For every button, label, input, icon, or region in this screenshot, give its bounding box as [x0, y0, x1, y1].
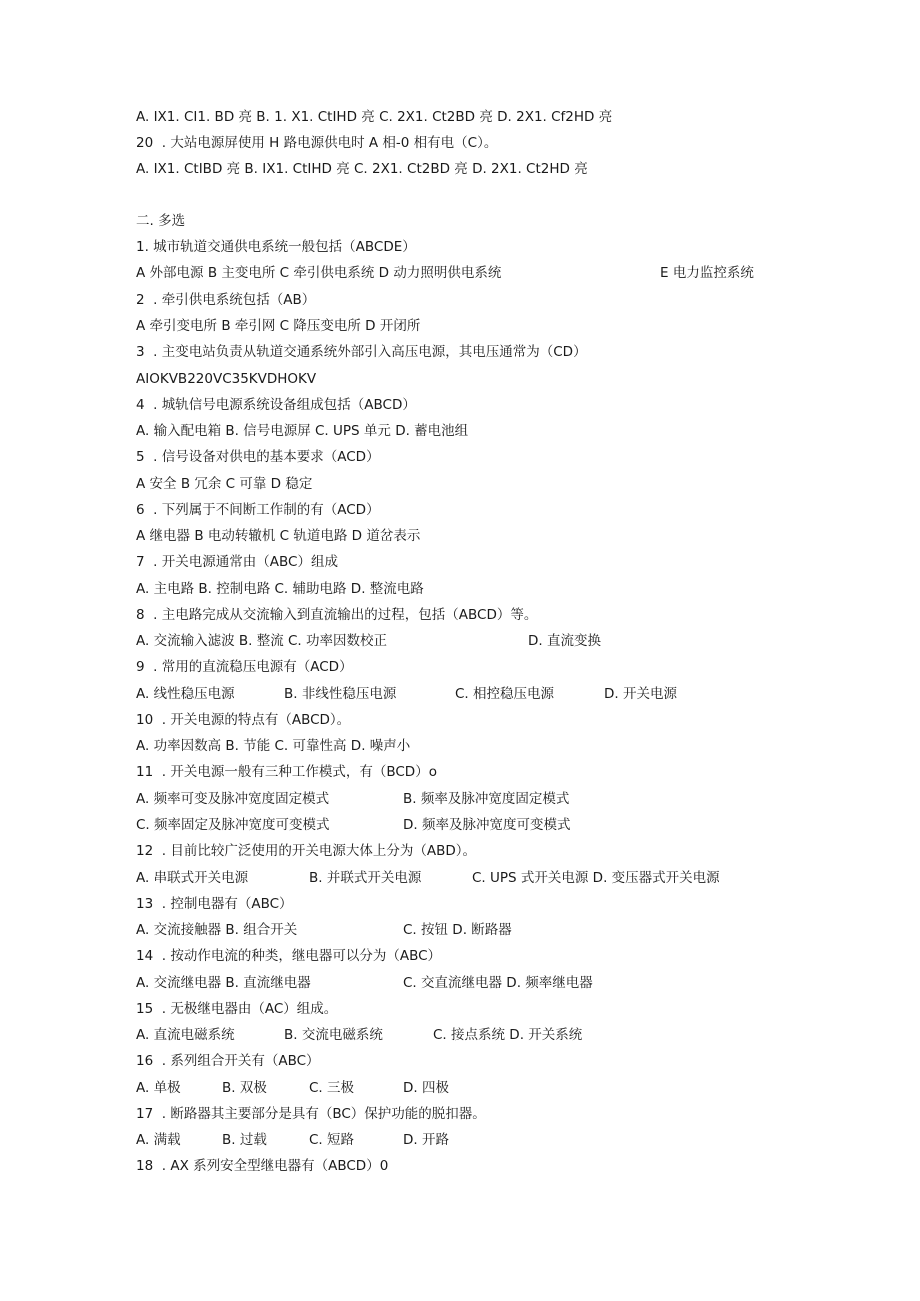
option-cd: C. 按钮 D. 断路器 [403, 922, 512, 938]
question-4: 4 . 城轨信号电源系统设备组成包括（ABCD） [136, 397, 416, 413]
options-line: A 外部电源 B 主变电所 C 牵引供电系统 D 动力照明供电系统 [136, 265, 502, 281]
option-cd: C. 交直流继电器 D. 频率继电器 [403, 975, 593, 991]
question-3: 3 . 主变电站负责从轨道交通系统外部引入高压电源，其电压通常为（CD） [136, 344, 587, 360]
question-6: 6 . 下列属于不间断工作制的有（ACD） [136, 502, 380, 518]
question-17: 17 . 断路器其主要部分是具有（BC）保护功能的脱扣器。 [136, 1106, 486, 1122]
question-8: 8 . 主电路完成从交流输入到直流输出的过程，包括（ABCD）等。 [136, 607, 538, 623]
question-18: 18 . AX 系列安全型继电器有（ABCD）0 [136, 1158, 389, 1174]
question-20: 20 . 大站电源屏使用 H 路电源供电时 A 相-0 相有电（C）。 [136, 135, 498, 151]
question-15: 15 . 无极继电器由（AC）组成。 [136, 1001, 338, 1017]
option-ab: A. 交流接触器 B. 组合开关 [136, 922, 298, 938]
question-13: 13 . 控制电器有（ABC） [136, 896, 293, 912]
options-line: A 安全 B 冗余 C 可靠 D 稳定 [136, 476, 313, 492]
options-line: A. 主电路 B. 控制电路 C. 辅助电路 D. 整流电路 [136, 581, 424, 597]
option-c: C. 短路 [309, 1132, 355, 1148]
option-c: C. 三极 [309, 1080, 355, 1096]
question-12: 12 . 目前比较广泛使用的开关电源大体上分为（ABD）。 [136, 843, 476, 859]
option-a: A. 满载 [136, 1132, 181, 1148]
option-e: E 电力监控系统 [660, 265, 754, 281]
question-1: 1. 城市轨道交通供电系统一般包括（ABCDE） [136, 239, 416, 255]
options-line: A. 功率因数高 B. 节能 C. 可靠性高 D. 噪声小 [136, 738, 411, 754]
option-ab: A. 交流继电器 B. 直流继电器 [136, 975, 311, 991]
options-line: A 继电器 B 电动转辙机 C 轨道电路 D 道岔表示 [136, 528, 421, 544]
options-line: A. IX1. CI1. BD 亮 B. 1. X1. CtIHD 亮 C. 2X1. Ct2BD 亮 D. 2X1. Cf2HD 亮 [136, 109, 613, 125]
option-d: D. 开路 [403, 1132, 449, 1148]
option-c: C. 频率固定及脉冲宽度可变模式 [136, 817, 330, 833]
options-line: AIOKVB220VC35KVDHOKV [136, 371, 317, 387]
option-b: B. 并联式开关电源 [309, 870, 422, 886]
question-2: 2 . 牵引供电系统包括（AB） [136, 292, 316, 308]
option-cd: C. UPS 式开关电源 D. 变压器式开关电源 [472, 870, 720, 886]
option-a: A. 频率可变及脉冲宽度固定模式 [136, 791, 330, 807]
option-a: A. 串联式开关电源 [136, 870, 249, 886]
option-d: D. 直流变换 [528, 633, 601, 649]
options-line: A. 输入配电箱 B. 信号电源屏 C. UPS 单元 D. 蓄电池组 [136, 423, 469, 439]
option-d: D. 频率及脉冲宽度可变模式 [403, 817, 571, 833]
options-line: A. 交流输入滤波 B. 整流 C. 功率因数校正 [136, 633, 388, 649]
question-11: 11 . 开关电源一般有三种工作模式，有（BCD）o [136, 764, 437, 780]
question-5: 5 . 信号设备对供电的基本要求（ACD） [136, 449, 380, 465]
option-a: A. 单极 [136, 1080, 181, 1096]
option-d: D. 开关电源 [604, 686, 677, 702]
question-14: 14 . 按动作电流的种类，继电器可以分为（ABC） [136, 948, 442, 964]
option-cd: C. 接点系统 D. 开关系统 [433, 1027, 583, 1043]
option-b: B. 双极 [222, 1080, 267, 1096]
question-10: 10 . 开关电源的特点有（ABCD）。 [136, 712, 351, 728]
question-7: 7 . 开关电源通常由（ABC）组成 [136, 554, 338, 570]
option-b: B. 过载 [222, 1132, 267, 1148]
option-c: C. 相控稳压电源 [455, 686, 555, 702]
option-a: A. 直流电磁系统 [136, 1027, 235, 1043]
question-9: 9 . 常用的直流稳压电源有（ACD） [136, 659, 353, 675]
section-title: 二. 多选 [136, 213, 186, 229]
option-b: B. 交流电磁系统 [284, 1027, 383, 1043]
options-line: A 牵引变电所 B 牵引网 C 降压变电所 D 开闭所 [136, 318, 421, 334]
options-line: A. IX1. CtIBD 亮 B. IX1. CtIHD 亮 C. 2X1. Ct2BD 亮 D. 2X1. Ct2HD 亮 [136, 161, 588, 177]
option-b: B. 非线性稳压电源 [284, 686, 397, 702]
option-d: D. 四极 [403, 1080, 449, 1096]
option-b: B. 频率及脉冲宽度固定模式 [403, 791, 570, 807]
question-16: 16 . 系列组合开关有（ABC） [136, 1053, 320, 1069]
option-a: A. 线性稳压电源 [136, 686, 235, 702]
